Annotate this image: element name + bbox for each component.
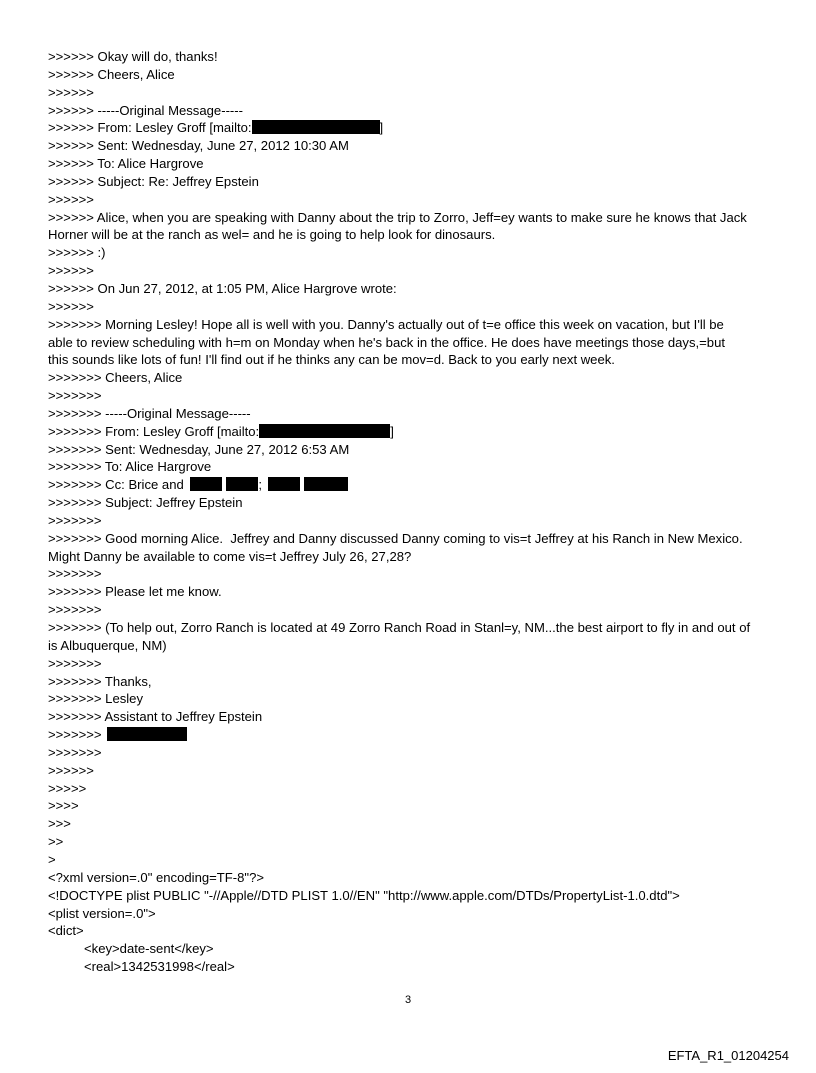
cc-line [48,476,783,494]
signature-prefix: >>>>>>> [48,727,106,743]
signature-line [48,726,783,744]
text-line: >>>>>> [48,191,94,207]
redaction-block [226,477,258,491]
text-line: >>>>>>> Subject: Jeffrey Epstein [48,495,243,511]
email-thread [48,48,783,976]
cc-separator: ; [258,477,263,493]
text-line: >>>>>>> To: Alice Hargrove [48,459,212,475]
redaction-block [304,477,348,491]
document-id: EFTA_R1_01204254 [667,1048,789,1063]
text-line: >>>>>> Alice, when you are speaking with Danny about the trip to Zorro, Jeff=ey wants to make sure he knows that Jack [48,209,747,225]
text-line: >>>>>>> Cheers, Alice [48,370,183,386]
from-text: >>>>>>> From: Lesley Groff [mailto: [48,423,260,439]
text-line: able to review scheduling with h=m on Monday when he's back in the office. He does have meetings those days,=but [48,334,725,350]
text-line: >>>>>>> [48,388,102,404]
text-line: > [48,851,56,867]
text-line: >>>>>>> Sent: Wednesday, June 27, 2012 6:53 AM [48,441,350,457]
text-line: >>>>>>> [48,744,102,760]
text-line: >>>>> [48,780,87,796]
text-line: >> [48,834,64,850]
text-line: >>>>>>> [48,655,102,671]
text-line: >>>>>>> (To help out, Zorro Ranch is located at 49 Zorro Ranch Road in Stanl=y, NM...the best airport to fly in and out of [48,620,751,635]
redaction-block [259,424,390,438]
text-line: >>>>>>> [48,512,102,528]
text-line: >>>>>> [48,84,94,100]
text-line: >>>>>> [48,298,94,314]
text-line: >>>>>> Sent: Wednesday, June 27, 2012 10:30 AM [48,138,349,154]
text-line: >>>>>>> Please let me know. [48,584,222,600]
cc-text: >>>>>>> Cc: Brice and [48,477,188,493]
xml-line: <?xml version=.0" encoding=TF-8"?> [48,869,265,885]
xml-line: <plist version=.0"> [48,905,156,921]
text-line: >>>>>> On Jun 27, 2012, at 1:05 PM, Alice Hargrove wrote: [48,280,397,296]
text-line: >>>>>>> -----Original Message----- [48,405,251,421]
text-line: >>>>>> -----Original Message----- [48,102,244,118]
text-line: >>>>>>> Lesley [48,691,144,707]
text-line: >>> [48,816,71,832]
xml-line: <dict> [48,923,84,939]
redaction-block [190,477,222,491]
text-line: Might Danny be available to come vis=t Jeffrey July 26, 27,28? [48,548,412,564]
text-line: >>>>>>> Morning Lesley! Hope all is well with you. Danny's actually out of t=e office this week on vacation, but I'll be [48,316,724,332]
text-line: >>>>>> :) [48,245,106,261]
from-line [48,119,783,137]
redaction-block [268,477,300,491]
text-line: >>>>>>> [48,566,102,582]
text-line: >>>>>>> Good morning Alice. Jeffrey and Danny discussed Danny coming to vis=t Jeffrey at his Ranch in New Mexico. [48,530,743,546]
page-number: 3 [404,994,412,1006]
text-line: this sounds like lots of fun! I'll find out if he thinks any can be mov=d. Back to you early next week. [48,352,615,368]
text-line: >>>>>> To: Alice Hargrove [48,156,204,172]
text-line: >>>>>> Subject: Re: Jeffrey Epstein [48,173,259,189]
xml-line: <key>date-sent</key> [84,941,214,957]
from-close: ] [390,423,394,439]
text-line: is Albuquerque, NM) [48,637,167,653]
text-line: >>>>>> Cheers, Alice [48,66,175,82]
from-line [48,423,783,441]
text-line: >>>>>> [48,762,94,778]
text-line: >>>>>>> Assistant to Jeffrey Epstein [48,709,263,725]
xml-line: <!DOCTYPE plist PUBLIC "-//Apple//DTD PLIST 1.0//EN" "http://www.apple.com/DTDs/PropertyList-1.0.dtd"> [48,887,680,903]
text-line: >>>>>>> Thanks, [48,673,152,689]
text-line: >>>>>> [48,263,94,279]
xml-line: <real>1342531998</real> [84,959,235,975]
text-line: >>>> [48,798,79,814]
redaction-block [252,120,380,134]
redaction-block [107,727,187,741]
text-line: Horner will be at the ranch as wel= and he is going to help look for dinosaurs. [48,227,496,243]
text-line: >>>>>> Okay will do, thanks! [48,49,218,64]
text-line: >>>>>>> [48,602,102,618]
from-text: >>>>>> From: Lesley Groff [mailto: [48,120,252,136]
from-close: ] [379,120,384,136]
